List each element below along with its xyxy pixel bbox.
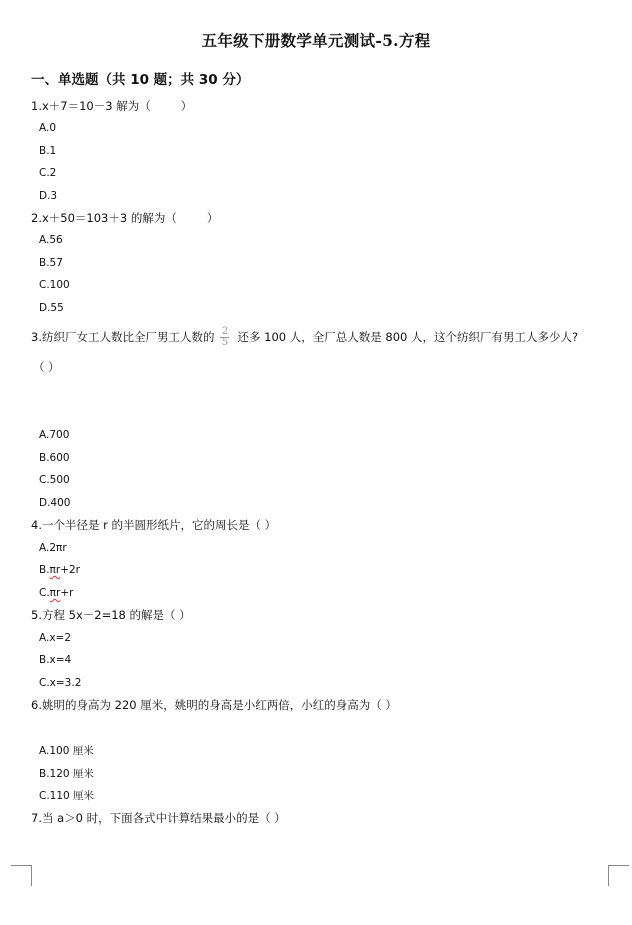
question-3-option-d: D.400 — [39, 497, 71, 509]
question-4-option-a: A.2πr — [39, 542, 67, 554]
question-2-close: ） — [206, 211, 219, 225]
question-3-text-before: 3.纺织厂女工人数比全厂男工人数的 — [31, 330, 215, 344]
question-5-option-b: B.x=4 — [39, 654, 72, 666]
option-c-rest: +r — [60, 587, 74, 599]
question-5: 5.方程 5x－2=18 的解是（ ） — [31, 608, 191, 622]
question-3-option-b: B.600 — [39, 452, 70, 464]
question-6-option-c: C.110 厘米 — [39, 790, 95, 802]
question-3-text-after: 还多 100 人，全厂总人数是 800 人，这个纺织厂有男工人多少人? — [237, 330, 579, 344]
question-2-option-a: A.56 — [39, 234, 63, 246]
option-b-rest: +2r — [60, 564, 80, 576]
question-3 — [31, 327, 578, 348]
question-1-option-b: B.1 — [39, 145, 57, 157]
question-3-option-c: C.500 — [39, 474, 70, 486]
question-2-option-c: C.100 — [39, 279, 70, 291]
question-1-option-c: C.2 — [39, 167, 57, 179]
question-6-option-b: B.120 厘米 — [39, 768, 94, 780]
page-title: 五年级下册数学单元测试-5.方程 — [201, 31, 431, 50]
page-corner-mark-left — [11, 865, 32, 886]
option-b-prefix: B. — [39, 564, 50, 576]
question-4: 4.一个半径是 r 的半圆形纸片，它的周长是（ ） — [31, 518, 277, 532]
question-6-option-a: A.100 厘米 — [39, 745, 94, 757]
question-2-option-b: B.57 — [39, 257, 63, 269]
question-5-option-a: A.x=2 — [39, 632, 72, 644]
fraction-numerator: 2 — [221, 326, 229, 337]
question-2-option-d: D.55 — [39, 302, 64, 314]
question-3-option-a: A.700 — [39, 429, 70, 441]
question-2-text: 2.x＋50＝103＋3 的解为（ — [31, 211, 177, 225]
question-1 — [31, 98, 192, 114]
question-1-text: 1.x＋7＝10－3 解为（ — [31, 99, 151, 113]
question-1-option-d: D.3 — [39, 190, 58, 202]
fraction-two-fifths — [220, 327, 229, 348]
question-6: 6.姚明的身高为 220 厘米，姚明的身高是小红两倍，小红的身高为（ ） — [31, 698, 397, 712]
question-5-option-c: C.x=3.2 — [39, 677, 82, 689]
question-4-option-b — [39, 564, 80, 576]
section-heading: 一、单选题（共 10 题；共 30 分） — [31, 72, 250, 88]
fraction-denominator: 5 — [221, 337, 229, 348]
question-7: 7.当 a＞0 时，下面各式中计算结果最小的是（ ） — [31, 811, 286, 825]
option-b-pi-r: πr — [49, 564, 61, 576]
question-3-paren: （ ） — [33, 360, 60, 374]
question-4-option-c — [39, 587, 73, 599]
question-1-close: ） — [180, 99, 193, 113]
option-c-prefix: C. — [39, 587, 50, 599]
question-1-option-a: A.0 — [39, 122, 57, 134]
option-c-pi-r: πr — [49, 587, 61, 599]
page-corner-mark-right — [608, 865, 629, 886]
question-2 — [31, 210, 218, 226]
